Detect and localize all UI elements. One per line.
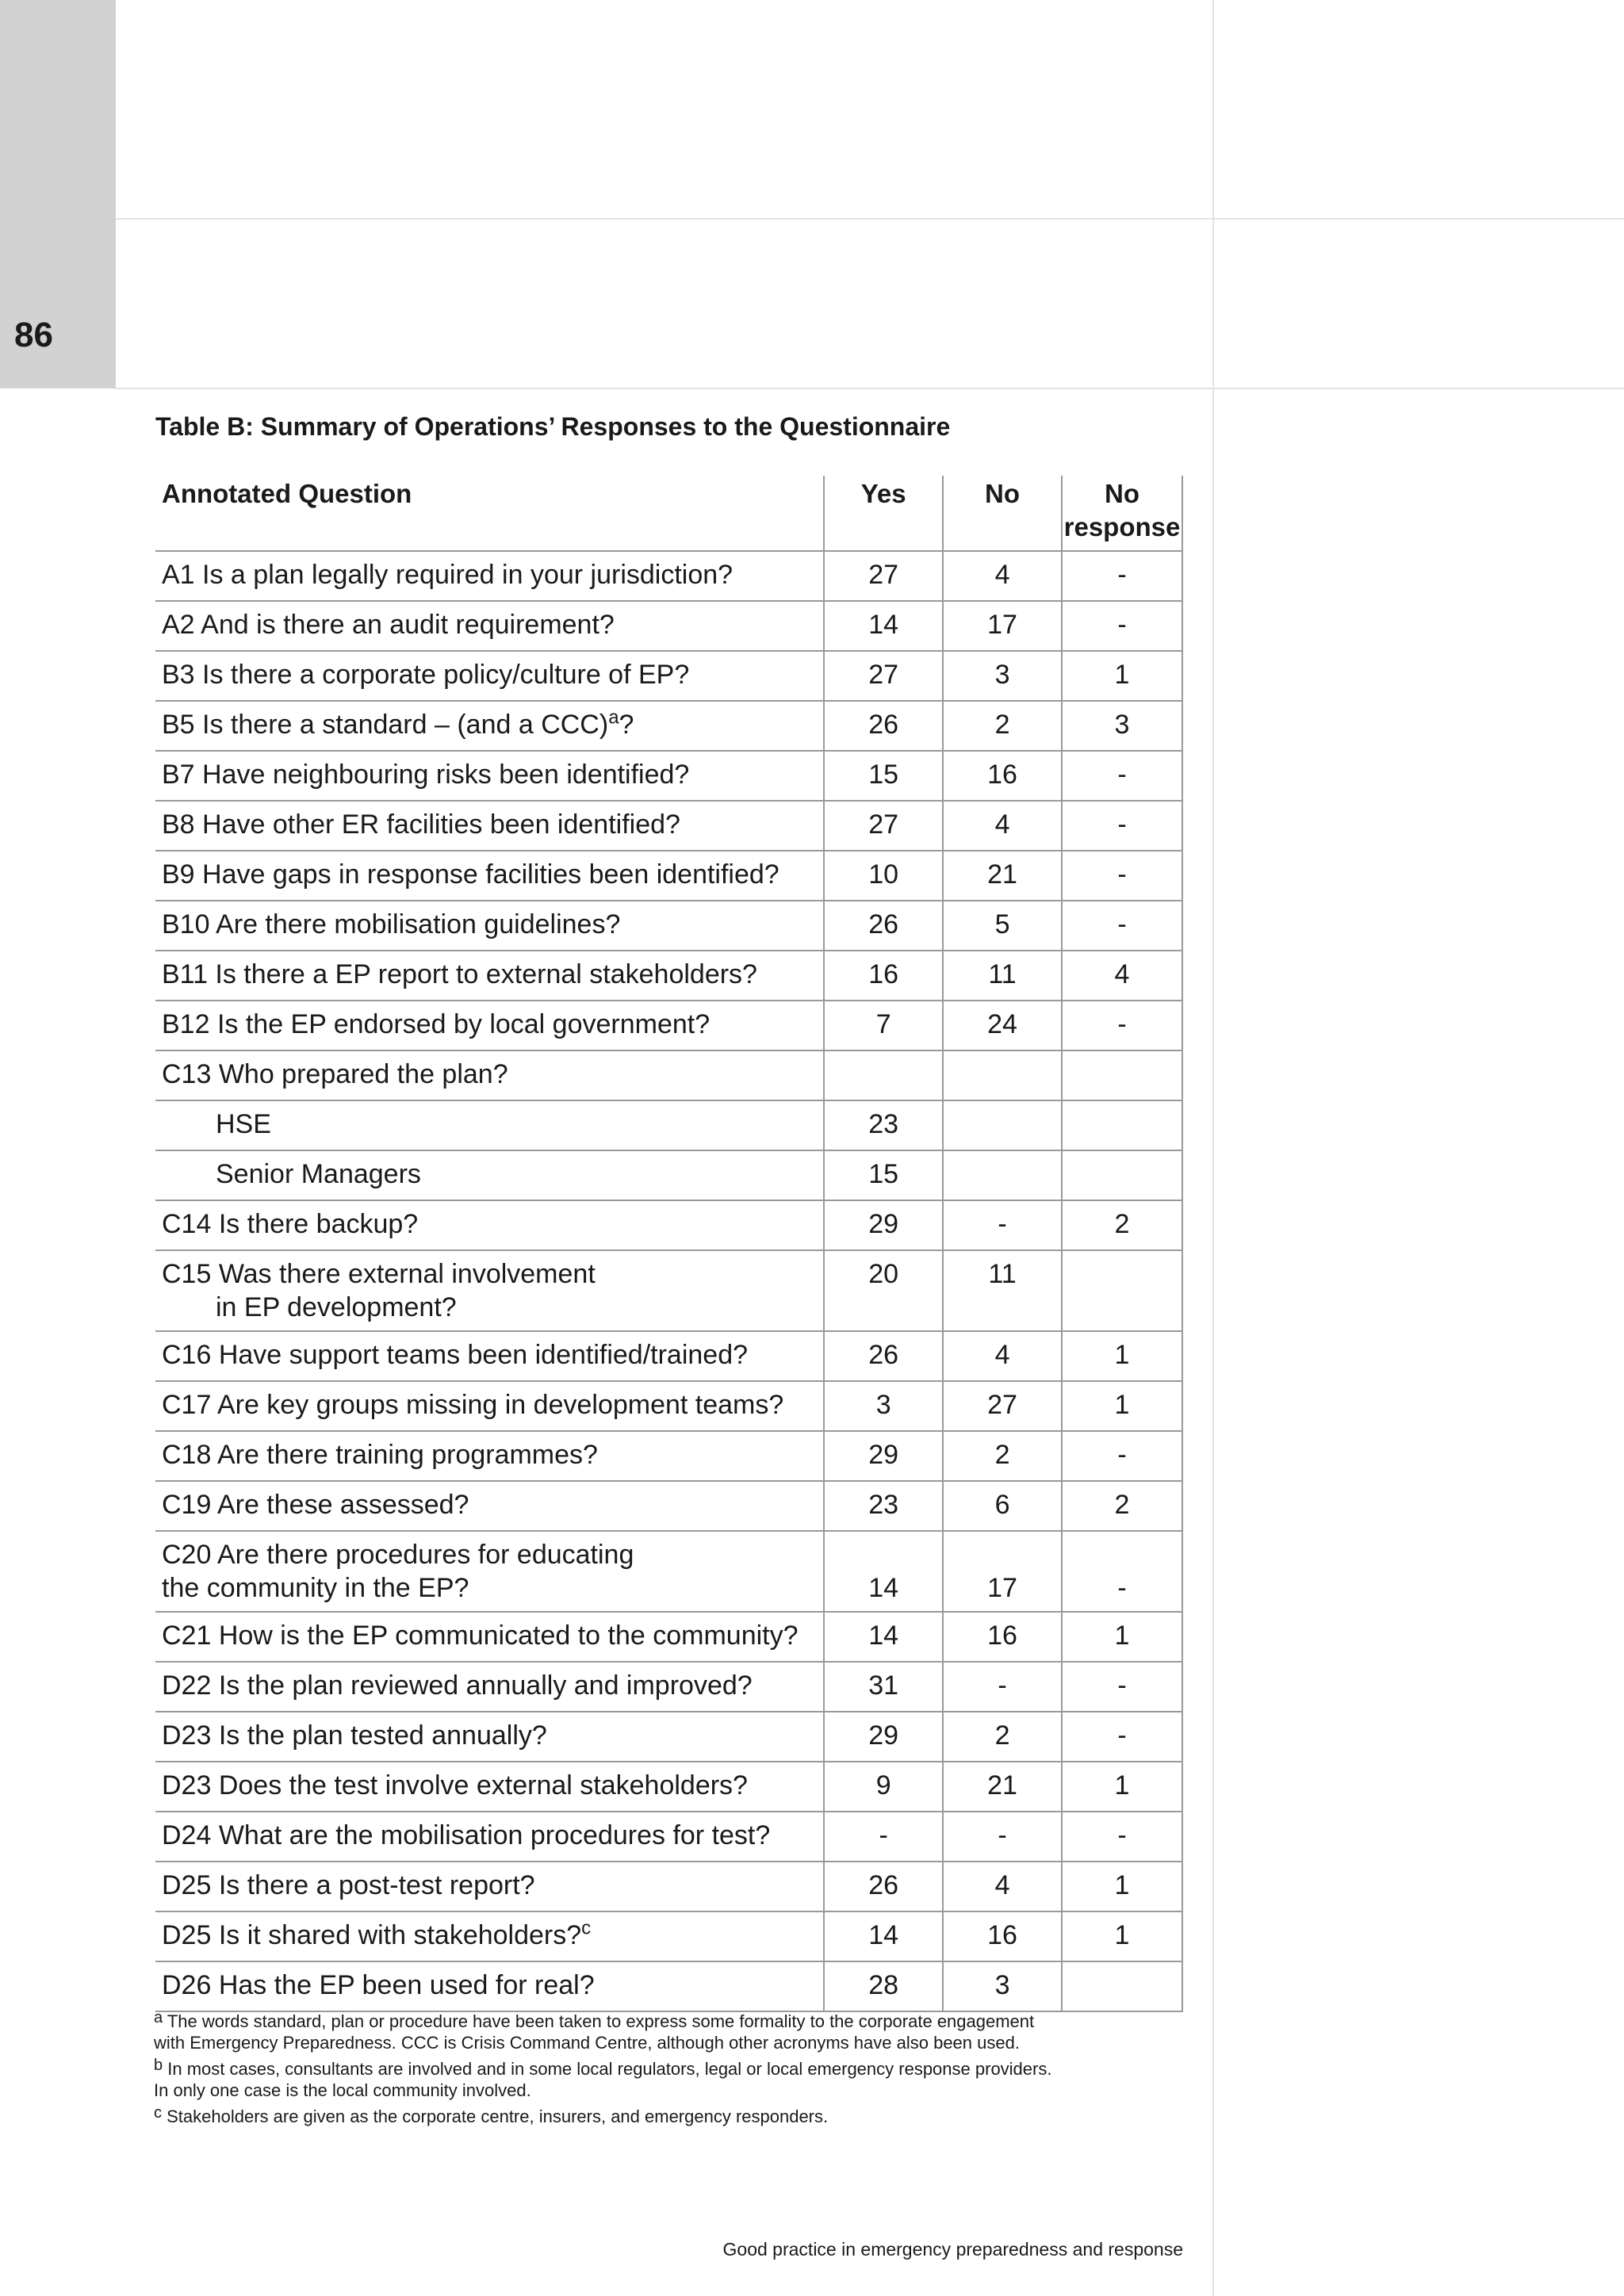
question-cell — [155, 1911, 824, 1961]
no-response-cell: - — [1062, 1531, 1182, 1612]
no-cell: 21 — [943, 851, 1062, 901]
no-response-cell: - — [1062, 1812, 1182, 1862]
question-text: C19 Are these assessed? — [162, 1490, 469, 1520]
header-no-response-line1: No — [1104, 479, 1139, 508]
footnote-mark: b — [154, 2057, 163, 2074]
table-body — [155, 551, 1182, 2011]
no-cell — [943, 1100, 1062, 1150]
table-row — [155, 1150, 1182, 1200]
no-cell: 4 — [943, 1331, 1062, 1381]
question-text: A2 And is there an audit requirement? — [162, 610, 615, 640]
question-text: A1 Is a plan legally required in your jurisdiction? — [162, 560, 733, 590]
table-header-row — [155, 476, 1182, 551]
no-response-cell: 2 — [1062, 1481, 1182, 1531]
yes-cell: 29 — [824, 1431, 943, 1481]
footnote-marker: a — [608, 706, 619, 729]
yes-cell: 14 — [824, 1531, 943, 1612]
question-cell — [155, 1150, 824, 1200]
yes-cell: 14 — [824, 601, 943, 651]
yes-cell: 9 — [824, 1762, 943, 1812]
question-cell — [155, 1050, 824, 1100]
question-text: C15 Was there external involvement — [162, 1259, 596, 1289]
table-row — [155, 1331, 1182, 1381]
table-row — [155, 801, 1182, 851]
running-footer: Good practice in emergency preparedness and response — [722, 2239, 1183, 2260]
no-response-cell — [1062, 1100, 1182, 1150]
question-text: Senior Managers — [216, 1159, 421, 1189]
no-cell: 27 — [943, 1381, 1062, 1431]
no-cell: 4 — [943, 1862, 1062, 1911]
no-cell: 16 — [943, 1612, 1062, 1662]
footnote-text: with Emergency Preparedness. CCC is Crisis Command Centre, although other acronyms have also been used. — [154, 2033, 1020, 2053]
table-row — [155, 1961, 1182, 2011]
yes-cell: 14 — [824, 1612, 943, 1662]
question-text: C20 Are there procedures for educating — [162, 1540, 634, 1570]
no-cell: 17 — [943, 601, 1062, 651]
table-row — [155, 1481, 1182, 1531]
yes-cell: 27 — [824, 801, 943, 851]
question-cell — [155, 1331, 824, 1381]
table-row — [155, 1662, 1182, 1712]
question-cell — [155, 1200, 824, 1250]
no-response-cell — [1062, 1150, 1182, 1200]
no-response-cell: 2 — [1062, 1200, 1182, 1250]
yes-cell — [824, 1050, 943, 1100]
question-text: HSE — [216, 1109, 271, 1139]
question-text: D23 Does the test involve external stakeholders? — [162, 1770, 748, 1800]
table-row — [155, 951, 1182, 1001]
no-cell: 21 — [943, 1762, 1062, 1812]
table-row — [155, 1531, 1182, 1612]
no-response-cell: - — [1062, 551, 1182, 601]
no-response-cell: 4 — [1062, 951, 1182, 1001]
table-row — [155, 751, 1182, 801]
question-cell — [155, 1961, 824, 2011]
question-text: B12 Is the EP endorsed by local government? — [162, 1009, 710, 1039]
header-rule-bottom — [116, 388, 1624, 389]
table-row — [155, 1250, 1182, 1331]
yes-cell: 3 — [824, 1381, 943, 1431]
question-text: D25 Is there a post-test report? — [162, 1870, 535, 1900]
table-row — [155, 651, 1182, 701]
question-cell — [155, 1001, 824, 1050]
question-text: B10 Are there mobilisation guidelines? — [162, 909, 621, 939]
question-text: B9 Have gaps in response facilities been identified? — [162, 859, 779, 890]
question-cell — [155, 1712, 824, 1762]
question-cell — [155, 1431, 824, 1481]
yes-cell: 29 — [824, 1712, 943, 1762]
no-cell: 5 — [943, 901, 1062, 951]
no-response-cell — [1062, 1961, 1182, 2011]
question-cell — [155, 1100, 824, 1150]
footnote-text: The words standard, plan or procedure have been taken to express some formality to the corporate engagement — [163, 2011, 1035, 2031]
no-cell: 2 — [943, 1712, 1062, 1762]
table-row — [155, 1100, 1182, 1150]
page-number: 86 — [14, 316, 53, 354]
question-text: B11 Is there a EP report to external stakeholders? — [162, 959, 757, 989]
no-response-cell: - — [1062, 851, 1182, 901]
footnote-text: Stakeholders are given as the corporate centre, insurers, and emergency responders. — [162, 2107, 829, 2126]
table-title: Table B: Summary of Operations’ Responses to the Questionnaire — [155, 412, 951, 441]
table-row — [155, 901, 1182, 951]
question-text: B3 Is there a corporate policy/culture of EP? — [162, 660, 690, 690]
no-cell: 16 — [943, 1911, 1062, 1961]
no-cell: 11 — [943, 1250, 1062, 1331]
footnote-marker: c — [581, 1917, 592, 1939]
table-row — [155, 1200, 1182, 1250]
question-cell — [155, 901, 824, 951]
no-response-cell: - — [1062, 1662, 1182, 1712]
question-text: B7 Have neighbouring risks been identified? — [162, 760, 690, 790]
yes-cell: - — [824, 1812, 943, 1862]
no-cell: 6 — [943, 1481, 1062, 1531]
question-cell — [155, 1662, 824, 1712]
no-cell: - — [943, 1662, 1062, 1712]
table-row — [155, 1381, 1182, 1431]
no-response-cell — [1062, 1250, 1182, 1331]
question-cell — [155, 751, 824, 801]
yes-cell: 20 — [824, 1250, 943, 1331]
question-text: D24 What are the mobilisation procedures for test? — [162, 1820, 771, 1850]
table-row — [155, 701, 1182, 751]
yes-cell: 29 — [824, 1200, 943, 1250]
header-yes: Yes — [824, 476, 943, 551]
question-text: D23 Is the plan tested annually? — [162, 1720, 547, 1751]
table-row — [155, 601, 1182, 651]
table-row — [155, 1911, 1182, 1961]
yes-cell: 26 — [824, 1331, 943, 1381]
table-row — [155, 1001, 1182, 1050]
footnote-text: In most cases, consultants are involved and in some local regulators, legal or local emergency response providers. — [163, 2059, 1052, 2079]
question-text: C13 Who prepared the plan? — [162, 1059, 508, 1089]
yes-cell: 26 — [824, 701, 943, 751]
margin-rule — [1212, 0, 1214, 2296]
no-response-cell: - — [1062, 1712, 1182, 1762]
no-cell: 24 — [943, 1001, 1062, 1050]
no-response-cell: - — [1062, 901, 1182, 951]
yes-cell: 23 — [824, 1481, 943, 1531]
header-no-response — [1062, 476, 1182, 551]
footnote — [154, 2058, 1201, 2101]
summary-table — [155, 476, 1183, 2012]
no-response-cell: - — [1062, 751, 1182, 801]
no-response-cell: 1 — [1062, 651, 1182, 701]
no-cell: 3 — [943, 651, 1062, 701]
question-text: B8 Have other ER facilities been identified? — [162, 809, 680, 840]
question-cell — [155, 1812, 824, 1862]
question-text: D26 Has the EP been used for real? — [162, 1970, 595, 2000]
question-cell — [155, 801, 824, 851]
yes-cell: 10 — [824, 851, 943, 901]
yes-cell: 15 — [824, 1150, 943, 1200]
no-response-cell: - — [1062, 1431, 1182, 1481]
question-cell — [155, 651, 824, 701]
no-response-cell: 1 — [1062, 1381, 1182, 1431]
no-cell: 17 — [943, 1531, 1062, 1612]
table-row — [155, 1050, 1182, 1100]
footnote — [154, 2106, 1201, 2127]
question-cell — [155, 701, 824, 751]
no-cell — [943, 1050, 1062, 1100]
question-text: C21 How is the EP communicated to the community? — [162, 1621, 799, 1651]
footnote — [154, 2011, 1201, 2053]
table-row — [155, 551, 1182, 601]
question-cell — [155, 951, 824, 1001]
question-text-continued: in EP development? — [216, 1292, 457, 1322]
question-text: C16 Have support teams been identified/trained? — [162, 1340, 749, 1370]
yes-cell: 27 — [824, 651, 943, 701]
no-response-cell: 1 — [1062, 1612, 1182, 1662]
no-cell: 11 — [943, 951, 1062, 1001]
question-text: D25 Is it shared with stakeholders? — [162, 1920, 582, 1950]
no-cell: 2 — [943, 701, 1062, 751]
question-cell — [155, 1762, 824, 1812]
question-cell — [155, 1612, 824, 1662]
header-question: Annotated Question — [162, 479, 412, 508]
no-cell — [943, 1150, 1062, 1200]
no-response-cell: 1 — [1062, 1911, 1182, 1961]
table-row — [155, 1762, 1182, 1812]
no-response-cell: - — [1062, 1001, 1182, 1050]
question-text: C17 Are key groups missing in development teams? — [162, 1390, 784, 1420]
no-cell: 16 — [943, 751, 1062, 801]
yes-cell: 26 — [824, 1862, 943, 1911]
table-row — [155, 1612, 1182, 1662]
yes-cell: 16 — [824, 951, 943, 1001]
question-cell — [155, 1862, 824, 1911]
question-text: C18 Are there training programmes? — [162, 1440, 598, 1470]
question-cell — [155, 1481, 824, 1531]
no-cell: 3 — [943, 1961, 1062, 2011]
yes-cell: 26 — [824, 901, 943, 951]
no-response-cell: - — [1062, 601, 1182, 651]
header-no-response-line2: response — [1063, 512, 1181, 541]
no-response-cell: 1 — [1062, 1331, 1182, 1381]
no-cell: 2 — [943, 1431, 1062, 1481]
question-cell — [155, 551, 824, 601]
table-row — [155, 1431, 1182, 1481]
footnote-mark: c — [154, 2104, 162, 2122]
question-cell — [155, 1250, 824, 1331]
no-response-cell: 3 — [1062, 701, 1182, 751]
yes-cell: 27 — [824, 551, 943, 601]
no-cell: 4 — [943, 801, 1062, 851]
header-no: No — [943, 476, 1062, 551]
table-row — [155, 851, 1182, 901]
question-cell — [155, 1381, 824, 1431]
header-rule-top — [116, 218, 1624, 220]
question-text: B5 Is there a standard – (and a CCC) — [162, 710, 609, 740]
yes-cell: 14 — [824, 1911, 943, 1961]
no-response-cell: - — [1062, 801, 1182, 851]
no-cell: - — [943, 1812, 1062, 1862]
no-cell: 4 — [943, 551, 1062, 601]
yes-cell: 23 — [824, 1100, 943, 1150]
table-row — [155, 1712, 1182, 1762]
footnote-mark: a — [154, 2009, 163, 2026]
no-response-cell — [1062, 1050, 1182, 1100]
table-row — [155, 1862, 1182, 1911]
yes-cell: 28 — [824, 1961, 943, 2011]
no-response-cell: 1 — [1062, 1762, 1182, 1812]
question-text: D22 Is the plan reviewed annually and improved? — [162, 1670, 753, 1701]
footnote-text: In only one case is the local community involved. — [154, 2080, 531, 2100]
no-cell: - — [943, 1200, 1062, 1250]
table-row — [155, 1812, 1182, 1862]
no-response-cell: 1 — [1062, 1862, 1182, 1911]
yes-cell: 15 — [824, 751, 943, 801]
question-text: C14 Is there backup? — [162, 1209, 419, 1239]
yes-cell: 7 — [824, 1001, 943, 1050]
footnotes — [154, 2011, 1201, 2132]
yes-cell: 31 — [824, 1662, 943, 1712]
question-text-continued: the community in the EP? — [162, 1573, 469, 1603]
question-cell — [155, 1531, 824, 1612]
question-text-end: ? — [619, 710, 634, 740]
question-cell — [155, 851, 824, 901]
question-cell — [155, 601, 824, 651]
